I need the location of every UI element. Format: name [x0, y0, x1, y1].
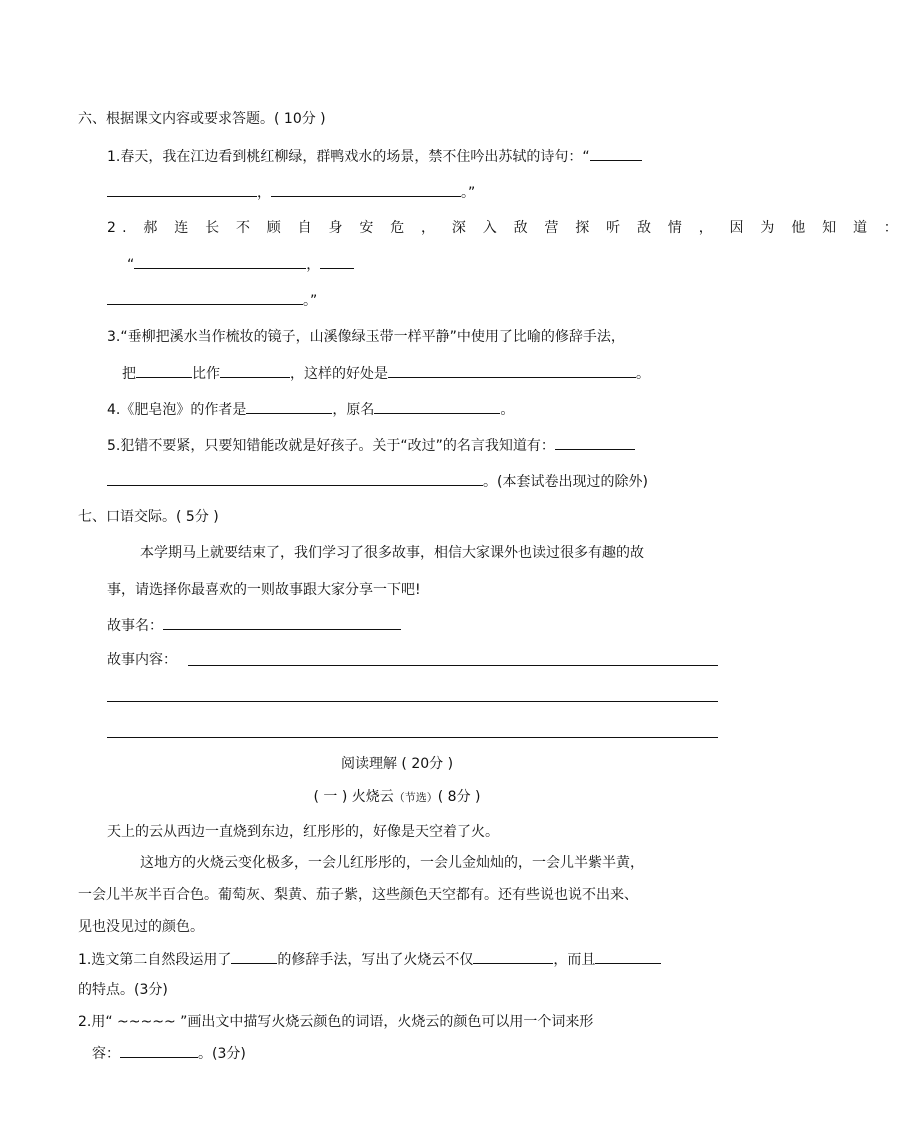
answer-blank[interactable]	[320, 254, 354, 269]
story-content-line[interactable]	[188, 665, 718, 666]
benefit-label: ，这样的好处是	[290, 366, 388, 382]
section-7-paragraph-line-1: 本学期马上就要结束了，我们学习了很多故事，相信大家课外也读过很多有趣的故	[140, 545, 644, 561]
answer-blank[interactable]	[220, 363, 290, 378]
story-content-line[interactable]	[107, 701, 718, 702]
question-5	[107, 435, 635, 456]
section-6-heading: 六、根据课文内容或要求答题。( 10分 )	[78, 111, 326, 127]
reading-question-1-mid: 的修辞手法，写出了火烧云不仅	[277, 952, 474, 968]
question-1-line-2	[107, 182, 475, 203]
reading-question-2-line-2	[92, 1043, 246, 1064]
story-content-line[interactable]	[107, 737, 718, 738]
reading-question-2-label: 容：	[92, 1046, 120, 1062]
question-2-line-3	[107, 290, 317, 311]
answer-blank[interactable]	[120, 1043, 198, 1058]
answer-blank[interactable]	[134, 254, 306, 269]
passage-paragraph-2-line-3: 见也没见过的颜色。	[78, 919, 204, 935]
answer-blank[interactable]	[595, 949, 661, 964]
passage-title-text: ( 一 ) 火烧云	[313, 789, 394, 805]
question-1-text: 1.春天，我在江边看到桃红柳绿，群鸭戏水的场景，禁不住吟出苏轼的诗句：“	[107, 149, 590, 165]
answer-blank[interactable]	[107, 290, 303, 305]
passage-title-note: （节选）	[393, 791, 438, 804]
section-7-paragraph-line-2: 事，请选择你最喜欢的一则故事跟大家分享一下吧!	[107, 582, 421, 598]
story-name-field[interactable]	[163, 615, 401, 630]
passage-title-score: ( 8分 )	[437, 789, 481, 805]
reading-question-1-and: ，而且	[553, 952, 596, 968]
answer-blank[interactable]	[388, 363, 636, 378]
question-4	[107, 399, 514, 420]
answer-blank[interactable]	[246, 399, 332, 414]
reading-title: 阅读理解 ( 20分 )	[340, 756, 454, 772]
reading-question-1-line-2: 的特点。(3分)	[78, 982, 168, 998]
original-name-label: ，原名	[332, 402, 375, 418]
answer-blank[interactable]	[107, 471, 483, 486]
question-5-note: 。(本套试卷出现过的除外)	[483, 474, 648, 490]
ba-label: 把	[122, 366, 136, 382]
period: 。	[636, 366, 650, 382]
answer-blank[interactable]	[136, 363, 192, 378]
separator: ，	[306, 257, 321, 273]
question-2: 2. 郝 连 长 不 顾 自 身 安 危 ， 深 入 敌 营 探 听 敌 情 ， 因 为 他 知 道 ：	[107, 220, 904, 236]
question-4-text: 4.《肥皂泡》的作者是	[107, 402, 247, 418]
answer-blank[interactable]	[374, 399, 500, 414]
separator: ，	[257, 185, 271, 201]
question-5-text: 5.犯错不要紧，只要知错能改就是好孩子。关于“改过”的名言我知道有：	[107, 438, 555, 454]
reading-question-1-text: 1.选文第二自然段运用了	[78, 952, 232, 968]
quote-open: “	[127, 257, 135, 273]
reading-question-1	[78, 949, 661, 970]
quote-end: 。”	[461, 185, 476, 201]
question-3-line-2	[122, 363, 650, 384]
answer-blank[interactable]	[555, 435, 635, 450]
passage-title	[0, 787, 794, 808]
passage-paragraph-1: 天上的云从西边一直烧到东边，红彤彤的，好像是天空着了火。	[107, 824, 499, 840]
answer-blank[interactable]	[590, 146, 642, 161]
passage-paragraph-2-line-2: 一会儿半灰半百合色。葡萄灰、梨黄、茄子紫，这些颜色天空都有。还有些说也说不出来、	[78, 887, 638, 903]
answer-blank[interactable]	[107, 182, 257, 197]
passage-paragraph-2-line-1: 这地方的火烧云变化极多，一会儿红彤彤的，一会儿金灿灿的，一会儿半紫半黄，	[140, 855, 644, 871]
answer-blank[interactable]	[231, 949, 277, 964]
period: 。	[500, 402, 515, 418]
section-7-heading: 七、口语交际。( 5分 )	[78, 509, 219, 525]
reading-question-2-score: 。(3分)	[198, 1046, 246, 1062]
story-name-label: 故事名：	[107, 618, 163, 634]
question-2-line-2	[127, 254, 354, 275]
bizuo-label: 比作	[192, 366, 220, 382]
story-content-label: 故事内容：	[107, 652, 177, 668]
question-5-line-2	[107, 471, 648, 492]
question-3: 3.“垂柳把溪水当作梳妆的镜子，山溪像绿玉带一样平静”中使用了比喻的修辞手法，	[107, 329, 625, 345]
answer-blank[interactable]	[271, 182, 461, 197]
quote-end: 。”	[303, 293, 318, 309]
question-1	[107, 146, 642, 167]
answer-blank[interactable]	[473, 949, 553, 964]
story-name-row	[107, 615, 401, 636]
reading-question-2: 2.用“ ~~~~~ ”画出文中描写火烧云颜色的词语，火烧云的颜色可以用一个词来形	[78, 1014, 594, 1030]
